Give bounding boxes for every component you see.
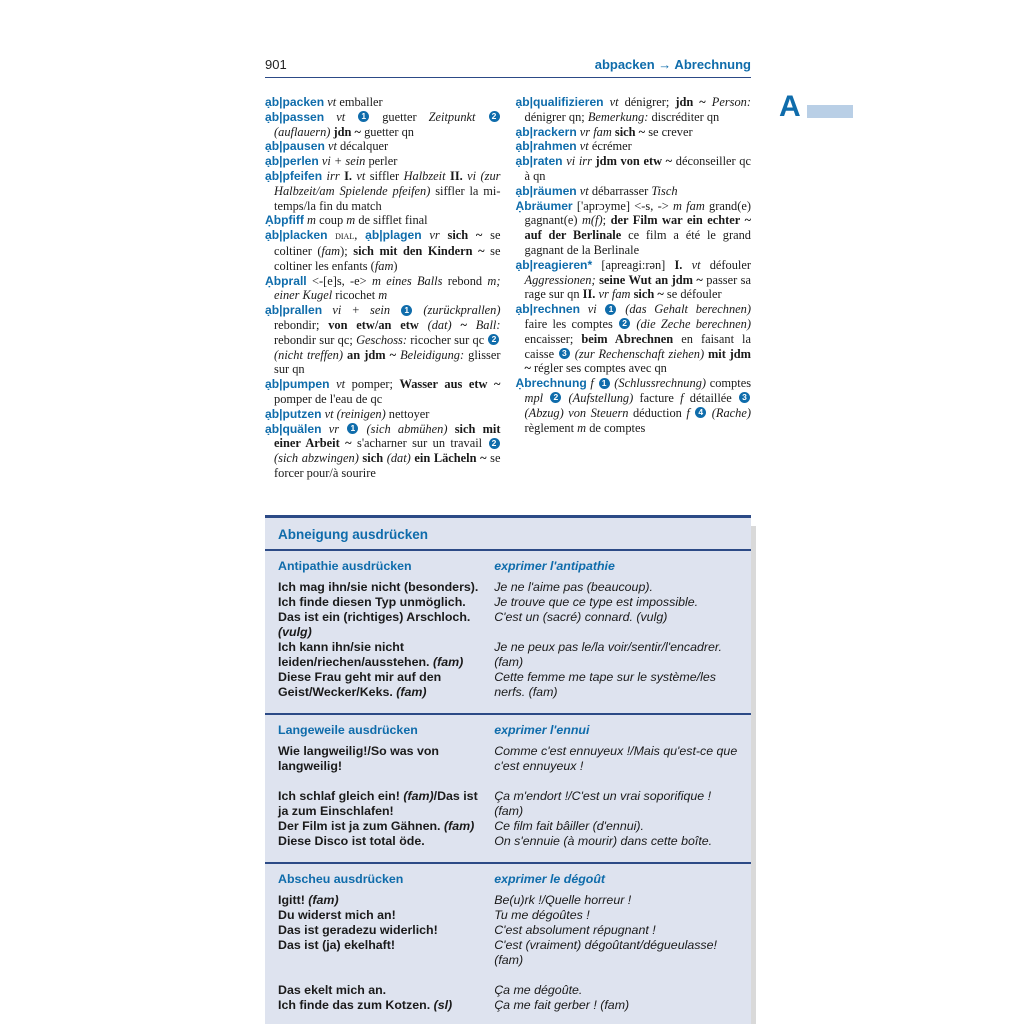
text-run: se forcer pour/à sourire [274, 451, 501, 480]
headword: ạb|räumen [515, 183, 577, 198]
headword: ạb|qualifizieren [515, 95, 604, 109]
phrase-section [265, 862, 751, 1024]
text-run: fam [321, 243, 341, 258]
text-run: (Aufstellung) [562, 390, 634, 405]
text-run: rebondir sur qc; [274, 332, 357, 347]
text-run: facture [633, 390, 681, 405]
text-run: guetter [370, 109, 429, 124]
phrase-fr: Je trouve que ce type est impossible. [494, 594, 699, 609]
headword: ạb|reagieren* [515, 257, 593, 272]
text-run: règlement [524, 420, 578, 435]
text-run: Beleidigung: [400, 347, 465, 362]
sense-number: 1 [605, 304, 616, 315]
text-run: vi irr [562, 154, 592, 169]
sense-number: 2 [488, 334, 499, 345]
text-run: vt [329, 377, 346, 392]
headword: ạb|quälen [265, 421, 322, 436]
phrase-box-title: Abneigung ausdrücken [265, 518, 751, 551]
headword: ạb|prallen [265, 303, 323, 318]
phrase-row [278, 908, 738, 923]
running-head: abpacken → Abrechnung [594, 57, 751, 72]
dictionary-entry [516, 125, 752, 140]
phrase-text: Igitt! [278, 892, 309, 907]
section-title-fr: exprimer l'antipathie [494, 558, 615, 573]
phrase-text: Das ist geradezu widerlich! [278, 922, 438, 937]
sense-number: 2 [489, 111, 500, 122]
sense-number: 1 [347, 423, 358, 434]
text-run: beim Abrechnen [581, 331, 674, 346]
dictionary-entry [265, 110, 501, 140]
text-run: (Schlussrechnung) [610, 376, 707, 391]
text-run: m(f) [581, 213, 603, 228]
sense-number: 2 [489, 438, 500, 449]
page-header [265, 0, 751, 78]
text-run: vt [576, 183, 589, 198]
text-run: vr [421, 228, 440, 243]
phrase-text: Das ist ein (richtiges) Arschloch. [278, 609, 471, 624]
text-run: coup [316, 213, 347, 228]
text-run: rebondir; [274, 317, 329, 332]
text-run: (dat) [386, 451, 411, 466]
phrase-row [278, 580, 738, 595]
dictionary-page [265, 0, 751, 1024]
text-run: nettoyer [385, 406, 430, 421]
section-title-de: Abscheu ausdrücken [278, 871, 404, 886]
phrase-section-header [278, 872, 738, 887]
text-run: mpl [524, 390, 550, 405]
phrase-row [278, 893, 738, 908]
text-run: jdn ~ [330, 124, 361, 139]
text-run: <-[e]s, -e> [306, 273, 372, 288]
text-run: dénigrer; [618, 95, 676, 109]
text-run: faire les comptes [524, 316, 619, 331]
phrase-de [278, 893, 494, 908]
phrase-de [278, 983, 494, 998]
headword: Ạbpfiff [265, 213, 304, 228]
text-run: régler ses comptes avec qn [530, 361, 667, 376]
text-run: jdm von etw ~ [591, 154, 673, 169]
text-run: (die Zeche berechnen) [631, 316, 751, 331]
text-run: vr fam [595, 287, 631, 302]
phrase-row [278, 998, 738, 1013]
text-run: siffler la mi-temps/la fin du match [274, 183, 501, 213]
text-run: sich ~ [611, 124, 646, 139]
text-run: ) [393, 258, 398, 273]
text-run: encaisser; [524, 331, 582, 346]
phrase-de [278, 819, 494, 834]
sense-number: 4 [695, 407, 706, 418]
dictionary-entry [265, 407, 501, 422]
text-run: décalquer [336, 139, 389, 154]
text-run: (zur Rechenschaft ziehen) [570, 346, 705, 361]
phrase-text: Das ist (ja) ekelhaft! [278, 937, 396, 952]
text-run: sich [358, 451, 387, 466]
text-run: vr fam [576, 124, 612, 139]
headword: ạb|raten [515, 154, 563, 169]
phrase-text: (sl) [433, 997, 453, 1012]
headword: ạb|rechnen [515, 302, 581, 317]
phrase-text: (fam) [432, 654, 464, 669]
headword: ạb|plagen [365, 228, 422, 243]
text-run: (Rache) [707, 405, 751, 420]
phrase-de [278, 640, 494, 670]
text-run: m [303, 213, 316, 228]
text-run: Aggressionen; [524, 272, 596, 287]
dictionary-entry [516, 184, 752, 199]
text-run: déconseiller qc à qn [524, 154, 751, 183]
phrase-fr: Je ne peux pas le/la voir/sentir/l'encadrer. (fam) [494, 639, 722, 669]
phrase-de [278, 670, 494, 700]
dictionary-entry [516, 302, 752, 376]
headword: ạb|rahmen [515, 139, 577, 154]
phrase-row [278, 744, 738, 774]
headword: Ạbräumer [515, 198, 573, 213]
sense-number: 1 [401, 305, 412, 316]
text-run: Zeitpunkt [428, 109, 488, 124]
text-run: vt [576, 139, 589, 154]
headword: Ạbrechnung [515, 376, 587, 391]
phrase-box [265, 515, 751, 1024]
text-run: s'acharner sur un travail [351, 436, 488, 451]
headword: ạb|placken [265, 228, 328, 243]
dictionary-entry [516, 139, 752, 154]
text-run: discréditer qn [648, 109, 720, 124]
text-run: f [586, 376, 598, 391]
text-run: se crever [645, 124, 693, 139]
phrase-section-header [278, 723, 738, 738]
text-run: m [577, 420, 587, 435]
phrase-fr: C'est absolument répugnant ! [494, 922, 656, 937]
text-run: m; einer Kugel [274, 273, 501, 303]
text-run: Bemerkung: [587, 109, 649, 124]
dictionary-entry [265, 274, 501, 304]
phrase-text: Ich mag ihn/sie nicht (besonders). [278, 579, 479, 594]
phrase-text: Ich kann ihn/sie nicht leiden/riechen/ausstehen. [278, 639, 433, 669]
phrase-row [278, 834, 738, 849]
text-run: (sich abzwingen) [274, 451, 359, 466]
phrase-fr: C'est (vraiment) dégoûtant/dégueulasse! (fam) [494, 937, 717, 967]
phrase-fr: On s'ennuie (à mourir) dans cette boîte. [494, 833, 713, 848]
text-run: vi [580, 302, 605, 317]
phrase-text: Der Film ist ja zum Gähnen. [278, 818, 444, 833]
phrase-fr: Ce film fait bâiller (d'ennui). [494, 818, 644, 833]
headword: ạb|pfeifen [265, 168, 323, 183]
text-run: sich ~ [439, 228, 483, 243]
text-run: vi + sein [322, 303, 401, 318]
text-run: mit jdm ~ [524, 346, 751, 376]
text-run: (Abzug) von Steuern [524, 405, 629, 420]
dictionary-columns [265, 95, 751, 481]
text-run: rebond [442, 273, 488, 288]
text-run: Person: [711, 95, 751, 109]
text-run: déduction [628, 405, 687, 420]
text-run: vt [682, 257, 701, 272]
phrase-row [278, 923, 738, 938]
dictionary-entry [516, 258, 752, 302]
phrase-row [278, 938, 738, 968]
text-run: vt [324, 95, 337, 109]
headword: ạb|pumpen [265, 377, 330, 392]
text-run: vt [324, 109, 358, 124]
phrase-de [278, 938, 494, 953]
dictionary-entry [516, 154, 752, 184]
phrase-de [278, 923, 494, 938]
text-run: I. [665, 257, 683, 272]
text-run: m eines Balls [371, 273, 443, 288]
dictionary-entry [516, 376, 752, 435]
text-run: ricochet [332, 288, 379, 303]
text-run: vi (zur Halbzeit/am Spielende pfeifen) [274, 168, 501, 198]
text-run: (dat) [418, 317, 452, 332]
phrase-de [278, 595, 494, 610]
text-run: passer sa rage sur qn [524, 272, 751, 302]
text-run: ricocher sur qc [407, 332, 488, 347]
text-run: fam [374, 258, 394, 273]
text-run: ce film a été le grand gagnant de la Berlinale [524, 228, 751, 257]
section-title-fr: exprimer le dégoût [494, 871, 606, 886]
text-run: vi + sein [318, 154, 366, 169]
phrase-fr: Be(u)rk !/Quelle horreur ! [494, 892, 632, 907]
text-run: ein Lächeln ~ [410, 451, 487, 466]
text-run: ['aprɔyme] <-s, -> [572, 198, 673, 213]
phrase-de [278, 744, 494, 774]
phrase-text: (fam) [308, 892, 339, 907]
phrase-de [278, 834, 494, 849]
dictionary-entry [265, 139, 501, 154]
text-run: se défouler [663, 287, 722, 302]
text-run: der Film war ein echter ~ auf der Berlinale [524, 213, 752, 243]
phrase-fr: Ça me fait gerber ! (fam) [494, 997, 630, 1012]
dictionary-entry [265, 154, 501, 169]
text-run: écrémer [588, 139, 632, 154]
text-run: se coltiner les enfants ( [274, 243, 501, 273]
text-run: grand(e) gagnant(e) [524, 198, 751, 228]
phrase-text: Diese Disco ist total öde. [278, 833, 425, 848]
phrase-text: (vulg) [278, 624, 312, 639]
text-run: m [346, 213, 356, 228]
text-run: ); [340, 243, 354, 258]
text-run: f [686, 405, 695, 420]
text-run: [apreagi:rən] [592, 257, 666, 272]
text-run: détaillée [683, 390, 739, 405]
text-run: glisser sur qn [274, 347, 501, 377]
headword: ạb|putzen [265, 406, 322, 421]
dictionary-entry [265, 228, 501, 273]
headword: ạb|packen [265, 95, 325, 109]
phrase-text: Ich schlaf gleich ein! [278, 788, 404, 803]
phrase-fr: Ça me dégoûte. [494, 982, 583, 997]
dictionary-entry [516, 199, 752, 258]
phrase-de [278, 610, 494, 640]
headword: ạb|passen [265, 109, 325, 124]
phrase-text: Das ekelt mich an. [278, 982, 387, 997]
text-run: Wasser aus etw ~ [399, 377, 501, 392]
phrase-fr: Tu me dégoûtes ! [494, 907, 590, 922]
text-run: guetter qn [361, 124, 414, 139]
text-run: f [680, 390, 684, 405]
phrase-de [278, 789, 494, 819]
text-run: II. [445, 168, 463, 183]
phrase-sections [265, 551, 751, 1024]
phrase-text: (fam) [396, 684, 427, 699]
dictionary-entry [516, 95, 752, 125]
phrase-text: /Das ist ja zum Einschlafen! [278, 788, 478, 818]
sense-number: 1 [358, 111, 369, 122]
sense-number: 3 [559, 348, 570, 359]
phrase-de [278, 908, 494, 923]
letter-tab-label: A [779, 90, 801, 123]
phrase-fr: Comme c'est ennuyeux !/Mais qu'est-ce que c'est ennuyeux ! [494, 743, 738, 773]
phrase-fr: Cette femme me tape sur le système/les nerfs. (fam) [494, 669, 716, 699]
phrase-text: Diese Frau geht mir auf den Geist/Wecker/Keks. [278, 669, 442, 699]
text-run: ; [602, 213, 611, 228]
text-run: (sich abmühen) [359, 421, 448, 436]
phrase-row [278, 983, 738, 998]
sense-number: 2 [550, 392, 561, 403]
text-run: (auflauern) [274, 124, 331, 139]
text-run: seine Wut an jdm ~ [595, 272, 703, 287]
text-run: , [354, 228, 366, 243]
text-run: m fam [672, 198, 705, 213]
phrase-fr: Ça m'endort !/C'est un vrai soporifique ! (fam) [494, 788, 712, 818]
text-run: vt (reinigen) [321, 406, 386, 421]
text-run: Tisch [651, 183, 678, 198]
headword: ạb|rackern [515, 124, 577, 139]
text-run: sich mit einer Arbeit ~ [274, 421, 501, 451]
dictionary-entry [265, 95, 501, 110]
text-run: jdn ~ [675, 95, 712, 109]
text-run: (zurückprallen) [413, 303, 501, 318]
text-run: Halbzeit [403, 168, 446, 183]
text-run: von etw/an etw [328, 317, 419, 332]
phrase-row [278, 670, 738, 700]
headword: ạb|perlen [265, 154, 319, 169]
phrase-text: (fam) [443, 818, 475, 833]
text-run: sich ~ [630, 287, 664, 302]
text-run: Ball: [475, 317, 501, 332]
text-run: défouler [700, 257, 751, 272]
dictionary-entry [265, 303, 501, 377]
letter-tab-bar [807, 105, 853, 118]
dictionary-column-left [265, 95, 501, 481]
text-run: II. [579, 287, 596, 302]
text-run: vt [352, 168, 366, 183]
phrase-row [278, 595, 738, 610]
dictionary-entry [265, 213, 501, 228]
phrase-fr: Je ne l'aime pas (beaucoup). [494, 579, 653, 594]
dictionary-entry [265, 169, 501, 213]
section-title-de: Langeweile ausdrücken [278, 722, 418, 737]
text-run: (das Gehalt berechnen) [617, 302, 752, 317]
text-run: sich mit den Kindern ~ [353, 243, 485, 258]
text-run: pomper; [345, 377, 400, 392]
text-run: m [378, 288, 388, 303]
sense-number: 3 [739, 392, 750, 403]
dictionary-entry [265, 377, 501, 407]
text-run: vt [603, 95, 619, 109]
dictionary-entry [265, 422, 501, 481]
sense-number: 1 [599, 378, 610, 389]
phrase-section [265, 551, 751, 713]
section-title-de: Antipathie ausdrücken [278, 558, 412, 573]
phrase-text: Ich finde diesen Typ unmöglich. [278, 594, 466, 609]
phrase-text: Ich finde das zum Kotzen. [278, 997, 434, 1012]
text-run: débarrasser [588, 183, 652, 198]
section-title-fr: exprimer l'ennui [494, 722, 590, 737]
headword: Ạbprall [265, 273, 307, 288]
text-run: irr [322, 168, 340, 183]
text-run: se coltiner ( [274, 228, 501, 258]
text-run: Geschoss: [356, 332, 407, 347]
sense-number: 2 [619, 318, 630, 329]
text-run: comptes [706, 376, 752, 391]
text-run: dénigrer qn; [524, 109, 588, 124]
phrase-de [278, 998, 494, 1013]
phrase-fr: C'est un (sacré) connard. (vulg) [494, 609, 668, 624]
phrase-text: Du widerst mich an! [278, 907, 396, 922]
headword: ạb|pausen [265, 139, 325, 154]
text-run: I. [339, 168, 352, 183]
phrase-text: Wie langweilig!/So was von langweilig! [278, 743, 439, 773]
phrase-de [278, 580, 494, 595]
phrase-row [278, 640, 738, 670]
text-run: siffler [365, 168, 404, 183]
letter-tab [779, 92, 853, 122]
text-run: de comptes [586, 420, 646, 435]
text-run: dial [327, 230, 355, 243]
text-run: ~ [451, 317, 476, 332]
phrase-section-header [278, 559, 738, 574]
text-run: en faisant la caisse [524, 331, 751, 361]
text-run: perler [365, 154, 398, 169]
phrase-text: (fam) [403, 788, 434, 803]
text-run: vt [324, 139, 337, 154]
text-run: (nicht treffen) [274, 347, 343, 362]
text-run: emballer [336, 95, 383, 109]
phrase-row [278, 819, 738, 834]
dictionary-column-right [516, 95, 752, 481]
text-run: pomper de l'eau de qc [274, 391, 383, 406]
phrase-row [278, 610, 738, 640]
phrase-row [278, 789, 738, 819]
text-run: de sifflet final [355, 213, 428, 228]
page-number: 901 [265, 57, 287, 72]
phrase-section [265, 713, 751, 862]
text-run: an jdm ~ [342, 347, 401, 362]
text-run: vr [321, 421, 347, 436]
